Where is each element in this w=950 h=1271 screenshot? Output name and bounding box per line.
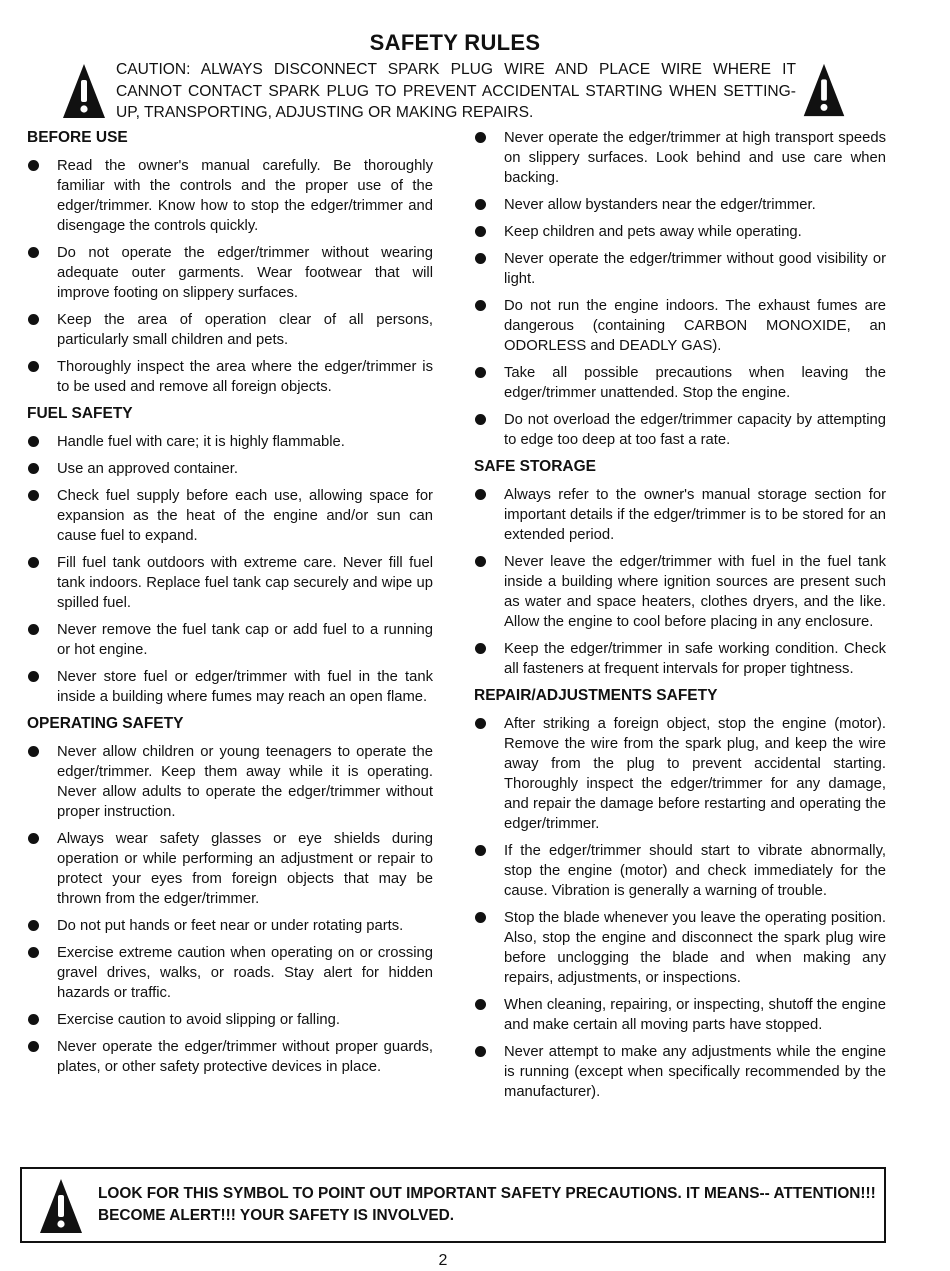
list-item-text: Use an approved container. <box>57 461 238 477</box>
list-item <box>474 639 886 679</box>
list-item <box>27 1037 433 1077</box>
list-item <box>474 195 886 215</box>
list-item-text: Exercise caution to avoid slipping or falling. <box>57 1012 340 1028</box>
list-item <box>474 995 886 1035</box>
bullet-icon <box>475 414 486 425</box>
list-item <box>27 829 433 909</box>
safety-symbol-notice <box>20 1167 886 1243</box>
list-item <box>474 1042 886 1102</box>
warning-icon <box>62 62 106 120</box>
bullet-icon <box>28 490 39 501</box>
list-item-text: Keep the edger/trimmer in safe working condition. Check all fasteners at frequent intervals for proper tightness. <box>504 641 886 677</box>
list-item-text: Exercise extreme caution when operating on or crossing gravel drives, walks, or roads. Stay alert for hidden hazards or traffic. <box>57 945 433 1001</box>
list-item <box>27 667 433 707</box>
list-item-text: Do not overload the edger/trimmer capacity by attempting to edge too deep at too fast a rate. <box>504 412 886 448</box>
list-item <box>474 249 886 289</box>
list-item <box>27 916 433 936</box>
list-item-text: Always wear safety glasses or eye shields during operation or while performing an adjustment or repair to protect your eyes from foreign objects that may be thrown from the edger/trimmer. <box>57 831 433 907</box>
list-item-text: If the edger/trimmer should start to vibrate abnormally, stop the engine (motor) and check immediately for the cause. Vibration is generally a warning of trouble. <box>504 843 886 899</box>
list-item <box>27 486 433 546</box>
list-item-text: Keep children and pets away while operating. <box>504 224 802 240</box>
list-item-text: Do not run the engine indoors. The exhaust fumes are dangerous (containing CARBON MONOXIDE, an ODORLESS and DEADLY GAS). <box>504 298 886 354</box>
list-item-text: Read the owner's manual carefully. Be thoroughly familiar with the controls and the proper use of the edger/trimmer. Know how to stop the edger/trimmer and disengage the controls quickly. <box>57 158 433 234</box>
section-heading-before-use: BEFORE USE <box>27 129 128 146</box>
bullet-icon <box>28 1014 39 1025</box>
bullet-icon <box>28 624 39 635</box>
bullet-icon <box>28 160 39 171</box>
list-item-text: Never allow bystanders near the edger/trimmer. <box>504 197 816 213</box>
list-item-text: Never store fuel or edger/trimmer with fuel in the tank inside a building where fumes may reach an open flame. <box>57 669 433 705</box>
bullet-icon <box>28 314 39 325</box>
page-title: SAFETY RULES <box>369 30 541 55</box>
bullet-icon <box>475 226 486 237</box>
section-heading-operating-safety: OPERATING SAFETY <box>27 715 184 732</box>
list-item-text: Do not operate the edger/trimmer without wearing adequate outer garments. Wear footwear that will improve footing on slippery surfaces. <box>57 245 433 301</box>
warning-icon <box>802 62 846 118</box>
bullet-icon <box>28 833 39 844</box>
list-item-text: Always refer to the owner's manual storage section for important details if the edger/trimmer is to be stored for an extended period. <box>504 487 886 543</box>
list-item-text: After striking a foreign object, stop the engine (motor). Remove the wire from the spark plug, and keep the wire away from the plug to prevent accidental starting. Thoroughly inspect the edger/trimmer for any damage, and repair the damage before restarting and operating the edger/trimmer. <box>504 716 886 832</box>
bullet-icon <box>28 671 39 682</box>
bullet-icon <box>28 361 39 372</box>
section-heading-fuel-safety: FUEL SAFETY <box>27 405 133 422</box>
list-item-text: Never operate the edger/trimmer at high transport speeds on slippery surfaces. Look behind and use care when backing. <box>504 130 886 186</box>
bullet-icon <box>475 300 486 311</box>
list-item-text: When cleaning, repairing, or inspecting, shutoff the engine and make certain all moving parts have stopped. <box>504 997 886 1033</box>
bullet-icon <box>475 132 486 143</box>
list-item-text: Never attempt to make any adjustments while the engine is running (except when specifically recommended by the manufacturer). <box>504 1044 886 1100</box>
list-item-text: Never remove the fuel tank cap or add fuel to a running or hot engine. <box>57 622 433 658</box>
warning-icon <box>38 1177 84 1235</box>
list-item <box>474 296 886 356</box>
list-item <box>474 552 886 632</box>
list-item <box>27 243 433 303</box>
bullet-icon <box>28 463 39 474</box>
list-item <box>27 432 433 452</box>
bullet-icon <box>475 253 486 264</box>
bullet-icon <box>28 1041 39 1052</box>
bullet-icon <box>475 912 486 923</box>
list-item <box>27 357 433 397</box>
list-item-text: Thoroughly inspect the area where the edger/trimmer is to be used and remove all foreign objects. <box>57 359 433 395</box>
list-item-text: Keep the area of operation clear of all persons, particularly small children and pets. <box>57 312 433 348</box>
list-item <box>474 841 886 901</box>
list-item <box>474 128 886 188</box>
section-heading-safe-storage: SAFE STORAGE <box>474 458 597 475</box>
bullet-icon <box>28 247 39 258</box>
list-item <box>474 714 886 834</box>
left-column <box>27 128 433 1084</box>
list-item <box>474 908 886 988</box>
right-column <box>474 128 886 1109</box>
list-item-text: Never allow children or young teenagers to operate the edger/trimmer. Keep them away while it is operating. Never allow adults to operate the edger/trimmer without proper instruction. <box>57 744 433 820</box>
bullet-icon <box>28 920 39 931</box>
list-item <box>474 410 886 450</box>
list-item <box>27 553 433 613</box>
list-item-text: Handle fuel with care; it is highly flammable. <box>57 434 345 450</box>
bullet-icon <box>475 489 486 500</box>
list-item-text: Never leave the edger/trimmer with fuel in the fuel tank inside a building where ignition sources are present such as water and space heaters, clothes dryers, and the like. Allow the engine to cool before placing in any enclosure. <box>504 554 886 630</box>
list-item-text: Check fuel supply before each use, allowing space for expansion as the heat of the engine and/or sun can cause fuel to expand. <box>57 488 433 544</box>
bullet-icon <box>475 643 486 654</box>
list-item <box>474 222 886 242</box>
notice-text: LOOK FOR THIS SYMBOL TO POINT OUT IMPORTANT SAFETY PRECAUTIONS. IT MEANS-- ATTENTION!!! BECOME ALERT!!! YOUR SAFETY IS INVOLVED. <box>98 1185 876 1224</box>
list-item <box>474 485 886 545</box>
bullet-icon <box>475 556 486 567</box>
bullet-icon <box>475 718 486 729</box>
list-item <box>474 363 886 403</box>
section-heading-repair-adjustments: REPAIR/ADJUSTMENTS SAFETY <box>474 687 718 704</box>
list-item <box>27 742 433 822</box>
caution-statement: CAUTION: ALWAYS DISCONNECT SPARK PLUG WIRE AND PLACE WIRE WHERE IT CANNOT CONTACT SPARK PLUG TO PREVENT ACCIDENTAL STARTING WHEN SETTING-UP, TRANSPORTING, ADJUSTING OR MAKING REPAIRS. <box>116 61 796 121</box>
list-item-text: Never operate the edger/trimmer without good visibility or light. <box>504 251 886 287</box>
page-number: 2 <box>438 1252 448 1269</box>
list-item <box>27 459 433 479</box>
bullet-icon <box>28 947 39 958</box>
list-item <box>27 943 433 1003</box>
list-item <box>27 620 433 660</box>
list-item-text: Take all possible precautions when leaving the edger/trimmer unattended. Stop the engine. <box>504 365 886 401</box>
bullet-icon <box>28 746 39 757</box>
bullet-icon <box>475 1046 486 1057</box>
list-item-text: Never operate the edger/trimmer without proper guards, plates, or other safety protective devices in place. <box>57 1039 433 1075</box>
bullet-icon <box>28 436 39 447</box>
list-item-text: Do not put hands or feet near or under rotating parts. <box>57 918 404 934</box>
list-item-text: Fill fuel tank outdoors with extreme care. Never fill fuel tank indoors. Replace fuel tank cap securely and wipe up spilled fuel. <box>57 555 433 611</box>
bullet-icon <box>28 557 39 568</box>
bullet-icon <box>475 845 486 856</box>
bullet-icon <box>475 999 486 1010</box>
list-item <box>27 310 433 350</box>
bullet-icon <box>475 199 486 210</box>
list-item <box>27 1010 433 1030</box>
bullet-icon <box>475 367 486 378</box>
list-item <box>27 156 433 236</box>
list-item-text: Stop the blade whenever you leave the operating position. Also, stop the engine and disconnect the spark plug wire before unclogging the blade and when making any repairs, adjustments, or inspections. <box>504 910 886 986</box>
